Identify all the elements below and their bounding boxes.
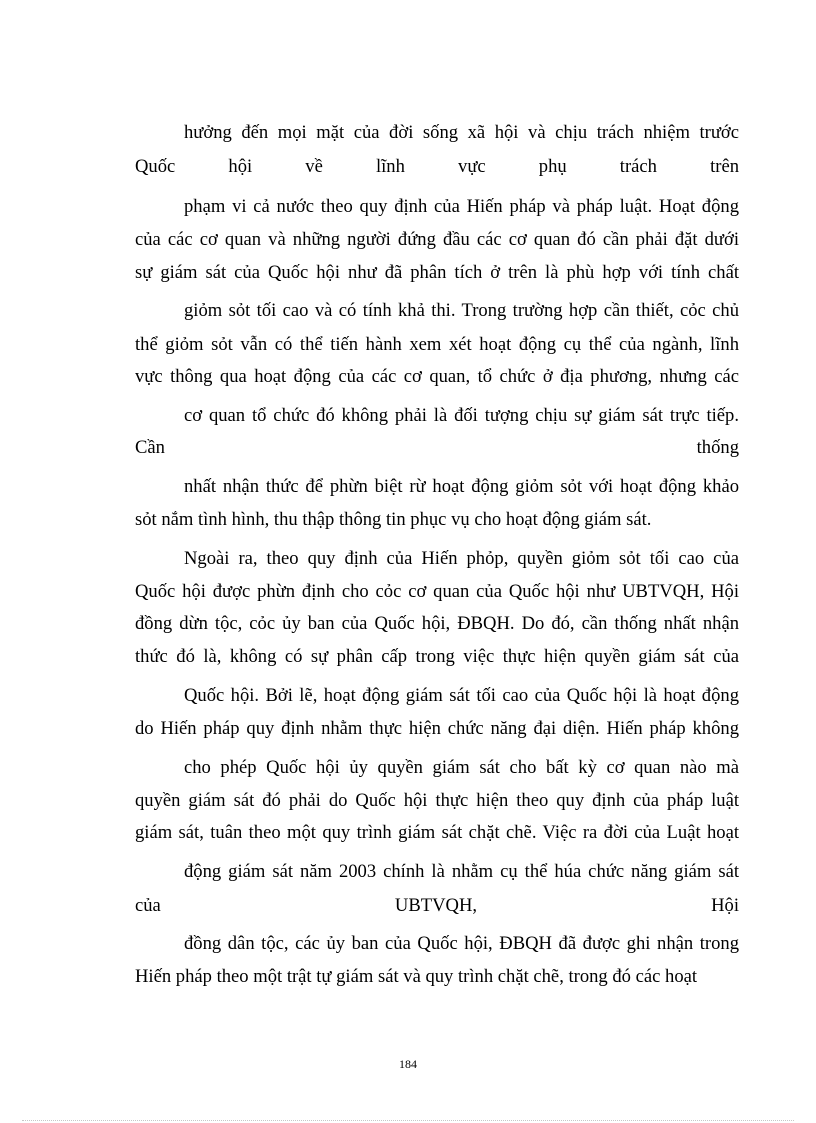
text-line: Quốc hội được phừn định cho cỏc cơ quan của Quốc hội như UBTVQH, Hội: [135, 581, 739, 602]
page-number: 184: [399, 1057, 417, 1071]
text-line: do Hiến pháp quy định nhằm thực hiện chức năng đại diện. Hiến pháp không: [135, 718, 739, 739]
text-line: động giám sát năm 2003 chính là nhằm cụ thể húa chức năng giám sát: [184, 861, 739, 882]
text-line: Ngoài ra, theo quy định của Hiến phỏp, quyền giỏm sỏt tối cao của: [184, 548, 739, 569]
text-line: Cần thống: [135, 437, 739, 458]
text-line: giỏm sỏt tối cao và có tính khả thi. Trong trường hợp cần thiết, cỏc chủ: [184, 300, 739, 321]
text-line: sự giám sát của Quốc hội như đã phân tích ở trên là phù hợp với tính chất: [135, 262, 739, 283]
text-line: cơ quan tổ chức đó không phải là đối tượng chịu sự giám sát trực tiếp.: [184, 405, 739, 426]
text-line: thức đó là, không có sự phân cấp trong việc thực hiện quyền giám sát của: [135, 646, 739, 667]
text-line: nhất nhận thức để phừn biệt rừ hoạt động giỏm sỏt với hoạt động khảo: [184, 476, 739, 497]
text-line: vực thông qua hoạt động của các cơ quan, tổ chức ở địa phương, nhưng các: [135, 366, 739, 387]
text-line: sỏt nắm tình hình, thu thập thông tin phục vụ cho hoạt động giám sát.: [135, 509, 652, 530]
text-line: hưởng đến mọi mặt của đời sống xã hội và chịu trách nhiệm trước: [184, 122, 739, 143]
text-line: của các cơ quan và những người đứng đầu các cơ quan đó cần phải đặt dưới: [135, 229, 739, 250]
text-line: giám sát, tuân theo một quy trình giám sát chặt chẽ. Việc ra đời của Luật hoạt: [135, 822, 739, 843]
text-line: đồng dân tộc, các ủy ban của Quốc hội, ĐBQH đã được ghi nhận trong: [184, 933, 739, 954]
text-line: đồng dừn tộc, cỏc ủy ban của Quốc hội, ĐBQH. Do đó, cần thống nhất nhận: [135, 613, 739, 634]
text-line: Quốc hội về lĩnh vực phụ trách trên: [135, 156, 739, 177]
text-line: của UBTVQH, Hội: [135, 895, 739, 916]
text-line: phạm vi cả nước theo quy định của Hiến pháp và pháp luật. Hoạt động: [184, 196, 739, 217]
text-line: cho phép Quốc hội ủy quyền giám sát cho bất kỳ cơ quan nào mà: [184, 757, 739, 778]
text-line: thể giỏm sỏt vẫn có thể tiến hành xem xét hoạt động cụ thể của ngành, lĩnh: [135, 334, 739, 355]
footer-divider: [22, 1120, 794, 1121]
text-line: quyền giám sát đó phải do Quốc hội thực hiện theo quy định của pháp luật: [135, 790, 739, 811]
text-line: Quốc hội. Bởi lẽ, hoạt động giám sát tối cao của Quốc hội là hoạt động: [184, 685, 739, 706]
text-line: Hiến pháp theo một trật tự giám sát và quy trình chặt chẽ, trong đó các hoạt: [135, 966, 698, 987]
